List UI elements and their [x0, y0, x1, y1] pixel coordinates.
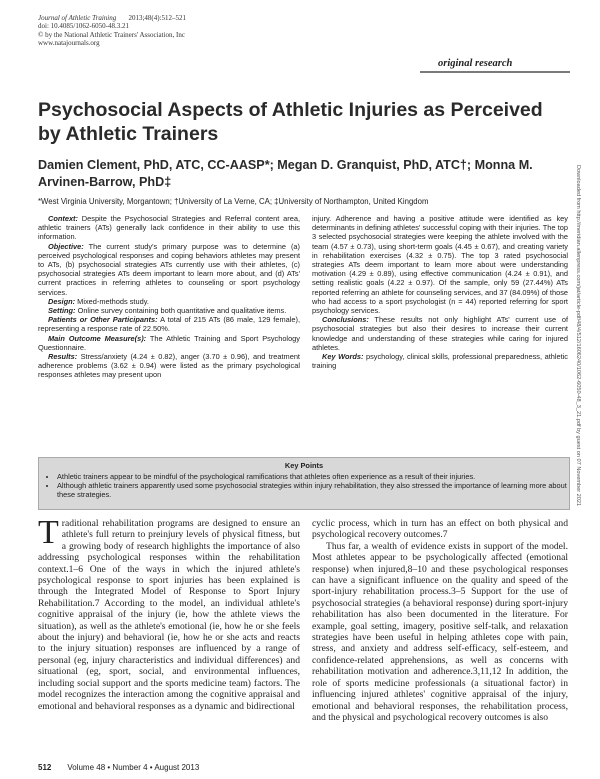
website: www.natajournals.org [38, 38, 100, 47]
abstract-paragraph [38, 334, 300, 352]
article-type-tag: original research [438, 58, 513, 69]
abstract-text: Stress/anxiety (4.24 ± 0.82), anger (3.70 ± 0.96), and treatment adherence problems (3.62 ± 0.94) were listed as the primary psychological responses athletes may present upon [38, 352, 300, 380]
abstract-label: Results: [48, 352, 78, 362]
abstract-text: The current study's primary purpose was to determine (a) perceived psychological responses and coping behaviors athletes may present to ATs, (b) psychosocial strategies ATs currently use with their athletes, (c) psychosocial strategies ATs deem important to learn more about, and (d) ATs' current practices in referring athletes to counseling or sport psychology services. [38, 241, 300, 297]
abstract-paragraph [38, 214, 300, 242]
body-paragraph: raditional rehabilitation programs are designed to ensure an athlete's full return to preinjury levels of physical fitness, but a growing body of research highlights the importance of also addressing psychological responses within the rehabilitation context.1–6 One of the ways in which the injured athlete's psychological response to sport injuries has been explained is through the Integrated Model of Response to Sport Injury Rehabilitation.7 According to the model, an individual athlete's cognitive appraisal of the injury (ie, how the athlete views the situation), as well as the athlete's emotional (ie, how he or she feels about the injury) and behavioral (ie, how he or she acts and reacts to the injury situation) responses are influenced by a range of personal (eg, injury characteristics and individual differences) and situational (eg, sport, social, and environmental influences, including social support and the sports medicine team) factors. The model recognizes the interaction among the cognitive appraisal and emotional and behavioral responses as a dynamic and bidirectional [38, 518, 300, 712]
abstract-left-column [38, 214, 300, 380]
page-number: 512 [38, 763, 52, 772]
article-title: Psychosocial Aspects of Athletic Injuries as Perceived by Athletic Trainers [38, 99, 543, 145]
abstract-paragraph [312, 315, 568, 352]
author-list: Damien Clement, PhD, ATC, CC-AASP*; Megan D. Granquist, PhD, ATC†; Monna M. Arvinen-Barrow, PhD‡ [38, 158, 533, 189]
abstract-text: These results not only highlight ATs' current use of psychosocial strategies but also their desires to increase their current knowledge and understanding of these strategies while caring for injured athletes. [312, 315, 568, 352]
abstract-label: Key Words: [322, 352, 364, 362]
download-sidebar: Downloaded from http://meridian.allenpress.com/jat/article-pdf/48/4/512/1606240/1062-6050-48_3_21.pdf by guest on 07 November 2021 [575, 165, 581, 507]
key-points-heading: Key Points [284, 461, 324, 470]
abstract-label: Setting: [48, 306, 76, 316]
key-point-item: • Although athletic trainers apparently used some psychosocial strategies within injury rehabilitation, they also stressed the importance of learning more about these strategies. [57, 481, 569, 499]
doi: doi: 10.4085/1062-6050-48.3.21 [38, 22, 129, 31]
abstract-paragraph [38, 306, 300, 315]
body-left-column [38, 514, 300, 712]
journal-name: Journal of Athletic Training [38, 14, 117, 22]
abstract-text: injury. Adherence and having a positive attitude were identified as key determinants in defining athletes' successful coping with their injuries. The top 3 selected psychosocial strategies were keeping the athlete involved with the team (4.57 ± 0.73), using short-term goals (4.45 ± 0.67), and creating variety in rehabilitation exercises (4.32 ± 0.75). The top 3 rated psychosocial strategies ATs deem important to learn more about were understanding motivation (4.29 ± 0.89), using effective communication (4.24 ± 0.91), and setting realistic goals (4.22 ± 0.97). Of the sample, only 59 (27.44%) ATs reported referring an athlete for counseling services, and 37 (84.09%) of those who had access to a sport psychologist (n = 44) reported referring for sport psychology services. [312, 214, 568, 316]
key-points-box [38, 457, 570, 510]
abstract-label: Main Outcome Measure(s): [48, 333, 147, 343]
abstract-text: Online survey containing both quantitative and qualitative items. [75, 306, 287, 316]
abstract-paragraph [38, 297, 300, 306]
abstract-paragraph [312, 352, 568, 370]
abstract-text: Mixed-methods study. [75, 296, 149, 306]
abstract-label: Conclusions: [322, 315, 369, 325]
body-paragraph: cyclic process, which in turn has an effect on both physical and psychological recovery outcomes.7 [312, 518, 568, 541]
abstract-text: Despite the Psychosocial Strategies and Referral content area, athletic trainers (ATs) generally lack confidence in their ability to use this information. [38, 214, 300, 242]
citation: 2013;48(4):512–521 [128, 14, 187, 22]
tag-underline [420, 71, 570, 73]
abstract-paragraph [312, 214, 568, 315]
abstract-paragraph [38, 315, 300, 333]
abstract-label: Objective: [48, 241, 84, 251]
abstract-right-column [312, 214, 568, 370]
abstract-paragraph [38, 242, 300, 297]
abstract-label: Patients or Other Participants: [48, 315, 158, 325]
copyright: © by the National Athletic Trainers' Association, Inc [38, 30, 185, 39]
journal-header [38, 14, 186, 47]
body-right-column [312, 518, 568, 723]
page-footer [38, 763, 199, 772]
abstract-text: The Athletic Training and Sport Psychology Questionnaire. [38, 333, 300, 352]
abstract-text: psychology, clinical skills, professional preparedness, athletic training [312, 352, 568, 371]
abstract-label: Context: [48, 214, 78, 223]
abstract-label: Design: [48, 296, 76, 306]
abstract-paragraph [38, 352, 300, 380]
affiliations: *West Virginia University, Morgantown; †University of La Verne, CA; ‡University of Northampton, United Kingdom [38, 197, 429, 206]
body-paragraph: Thus far, a wealth of evidence exists in support of the model. Most athletes appear to be psychologically affected (emotional response) when injured,8–10 and these psychological responses can have a significant influence on the quality and speed of the sport-injury rehabilitation process.3–5 Support for the use of psychosocial strategies (a behavioral response) during sport-injury rehabilitation has also been documented in the literature. For example, goal setting, imagery, positive self-talk, and relaxation strategies have been useful in helping athletes cope with pain, stress, and anxiety and address self-efficacy, self-esteem, and confidence-related apprehensions, as well as concerns with rehabilitation motivation and adherence.3,11,12 In addition, the role of sports medicine professionals (a situational factor) in influencing injured athletes' cognitive appraisal of the injury, emotional and behavioral responses, the rehabilitation process, and the physical and psychological recovery outcomes is also [312, 540, 568, 723]
drop-cap: T [38, 514, 59, 551]
issue-info: Volume 48 • Number 4 • August 2013 [67, 763, 200, 772]
abstract-text: A total of 215 ATs (86 male, 129 female), representing a response rate of 22.50%. [38, 315, 301, 334]
key-point-item: • Athletic trainers appear to be mindful of the psychological ramifications that athletes often experience as a result of their injuries. [57, 472, 569, 481]
